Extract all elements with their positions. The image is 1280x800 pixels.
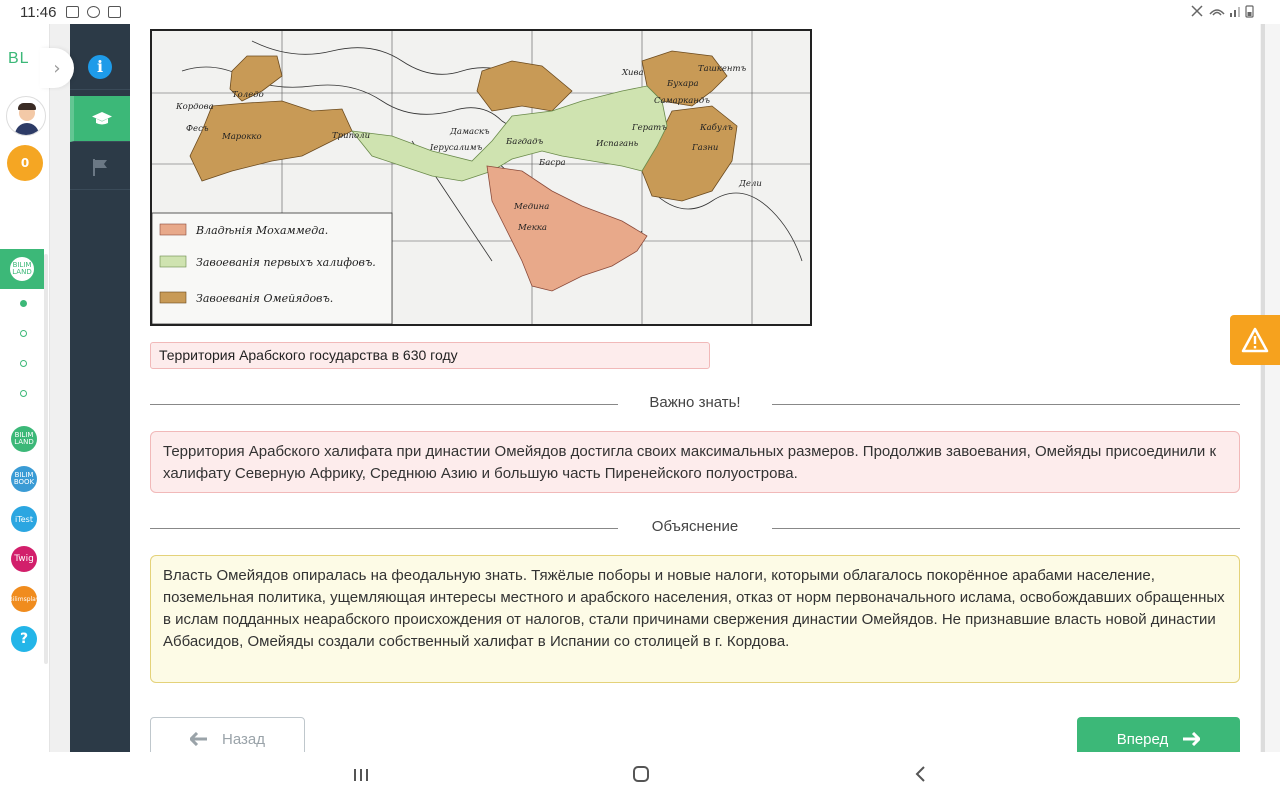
important-divider	[150, 394, 1240, 414]
map-label-delhi: Дели	[739, 179, 762, 189]
app-notification-icon	[108, 6, 121, 18]
chevron-right-icon: ›	[53, 57, 61, 79]
recent-apps-icon[interactable]	[352, 764, 370, 788]
signal-wifi-battery-icon	[1190, 4, 1260, 18]
back-button-label: Назад	[222, 730, 265, 748]
sidebar-app-help[interactable]	[11, 626, 37, 652]
back-button[interactable]	[150, 717, 305, 752]
map-label-tripoli: Триполи	[332, 131, 371, 141]
lesson-nav	[70, 24, 130, 752]
back-nav-icon[interactable]	[914, 764, 928, 788]
map-label-damascus: Дамаскъ	[450, 127, 490, 137]
status-bar	[0, 0, 1280, 24]
map-label-tashkent: Ташкентъ	[698, 64, 747, 74]
map-label-cordoba: Кордова	[176, 102, 214, 112]
map-label-herat: Гератъ	[632, 123, 667, 133]
system-indicators	[1190, 4, 1260, 21]
legend-first-caliphs: Завоеванія первыхъ халифовъ.	[196, 256, 376, 269]
legend-mohammed: Владѣнія Мохаммеда.	[196, 224, 329, 237]
sidebar-app-bilimland-2[interactable]	[11, 426, 37, 452]
sidebar-app-twig[interactable]	[11, 546, 37, 572]
report-problem-button[interactable]	[1230, 315, 1280, 365]
important-heading: Важно знать!	[649, 394, 741, 411]
lesson-step-dot[interactable]	[20, 300, 27, 307]
lesson-content	[130, 24, 1260, 752]
bilimland-icon: BILIM LAND	[9, 256, 35, 282]
itest-icon: iTest	[11, 506, 37, 532]
map-label-khiva: Хива	[622, 68, 644, 78]
map-label-samarkand: Самаркандъ	[654, 96, 710, 106]
nav-info[interactable]	[70, 44, 130, 90]
sidebar-app-bilimsplay[interactable]	[8, 586, 40, 612]
sidebar-app-bilimland[interactable]	[0, 249, 44, 289]
important-note: Территория Арабского халифата при династии Омейядов достигла своих максимальных размеров. Продолжив завоевания, Омейяды присоединили к халифату Северную Африку, Среднюю Азию и большую часть Пиренейского полуострова.	[150, 431, 1240, 493]
bl-logo[interactable]: BL	[8, 50, 30, 67]
map-label-basra: Басра	[539, 158, 566, 168]
legend-umayyads: Завоеванія Омейядовъ.	[196, 292, 334, 305]
next-button[interactable]	[1077, 717, 1240, 752]
lesson-step-dot[interactable]	[20, 360, 27, 367]
gallery-icon	[66, 6, 79, 18]
map-label-ghazni: Газни	[692, 143, 719, 153]
explanation-divider	[150, 518, 1240, 538]
bilimbook-icon: BILIM BOOK	[11, 466, 37, 492]
arrow-left-icon	[190, 732, 208, 746]
map-caption: Территория Арабского государства в 630 году	[150, 342, 710, 369]
explanation-heading: Объяснение	[651, 518, 739, 535]
clock: 11:46	[20, 3, 57, 21]
nav-flag[interactable]	[70, 144, 130, 190]
system-nav-bar	[0, 752, 1280, 800]
bl-sidebar	[0, 24, 50, 752]
map-label-baghdad: Багдадъ	[506, 137, 544, 147]
bilimsplay-icon: Bilimsplay	[11, 586, 37, 612]
lesson-step-dot[interactable]	[20, 390, 27, 397]
map-label-fez: Фесъ	[186, 124, 209, 134]
next-button-label: Вперед	[1116, 730, 1169, 748]
lesson-step-dot[interactable]	[20, 330, 27, 337]
map-label-bukhara: Бухара	[667, 79, 699, 89]
nav-lesson[interactable]	[70, 96, 130, 142]
graduation-cap-icon	[91, 111, 113, 127]
bilimland-icon: BILIM LAND	[11, 426, 37, 452]
avatar[interactable]	[6, 96, 46, 136]
sidebar-app-bilimbook[interactable]	[11, 466, 37, 492]
twig-icon: Twig	[11, 546, 37, 572]
arrow-right-icon	[1182, 732, 1200, 746]
map-label-jerusalem: Іерусалимъ	[430, 143, 483, 153]
home-icon[interactable]	[632, 764, 650, 788]
coin-counter[interactable]: 0	[7, 145, 43, 181]
flag-icon	[90, 157, 110, 177]
help-icon: ?	[11, 626, 37, 652]
cloud-icon	[87, 6, 100, 18]
warning-icon	[1241, 327, 1269, 353]
map-label-mecca: Мекка	[518, 223, 547, 233]
map-label-toledo: Толедо	[232, 90, 264, 100]
sidebar-app-itest[interactable]	[11, 506, 37, 532]
info-icon: i	[88, 55, 112, 79]
map-label-medina: Медина	[514, 202, 550, 212]
sidebar-expand-button[interactable]	[40, 48, 74, 88]
map-label-kabul: Кабулъ	[700, 123, 733, 133]
sidebar-scrollbar[interactable]	[44, 254, 48, 664]
explanation-text: Власть Омейядов опиралась на феодальную знать. Тяжёлые поборы и новые налоги, которыми облагалось покорённое арабами население, поземельная политика, ущемляющая интересы местного и арабского населения, отказ от норм первоначального ислама, освобождавших обращенных в ислам подданных неарабского происхождения от налогов, стали причинами свержения династии Омейядов. Не признавшие власть новой династии Аббасидов, Омейяды создали собственный халифат в Испании со столицей в г. Кордова.	[150, 555, 1240, 683]
map-label-isfahan: Испагань	[596, 139, 639, 149]
map-label-morocco: Марокко	[222, 132, 262, 142]
page-scrollbar[interactable]	[1260, 24, 1280, 752]
historical-map	[150, 29, 812, 326]
